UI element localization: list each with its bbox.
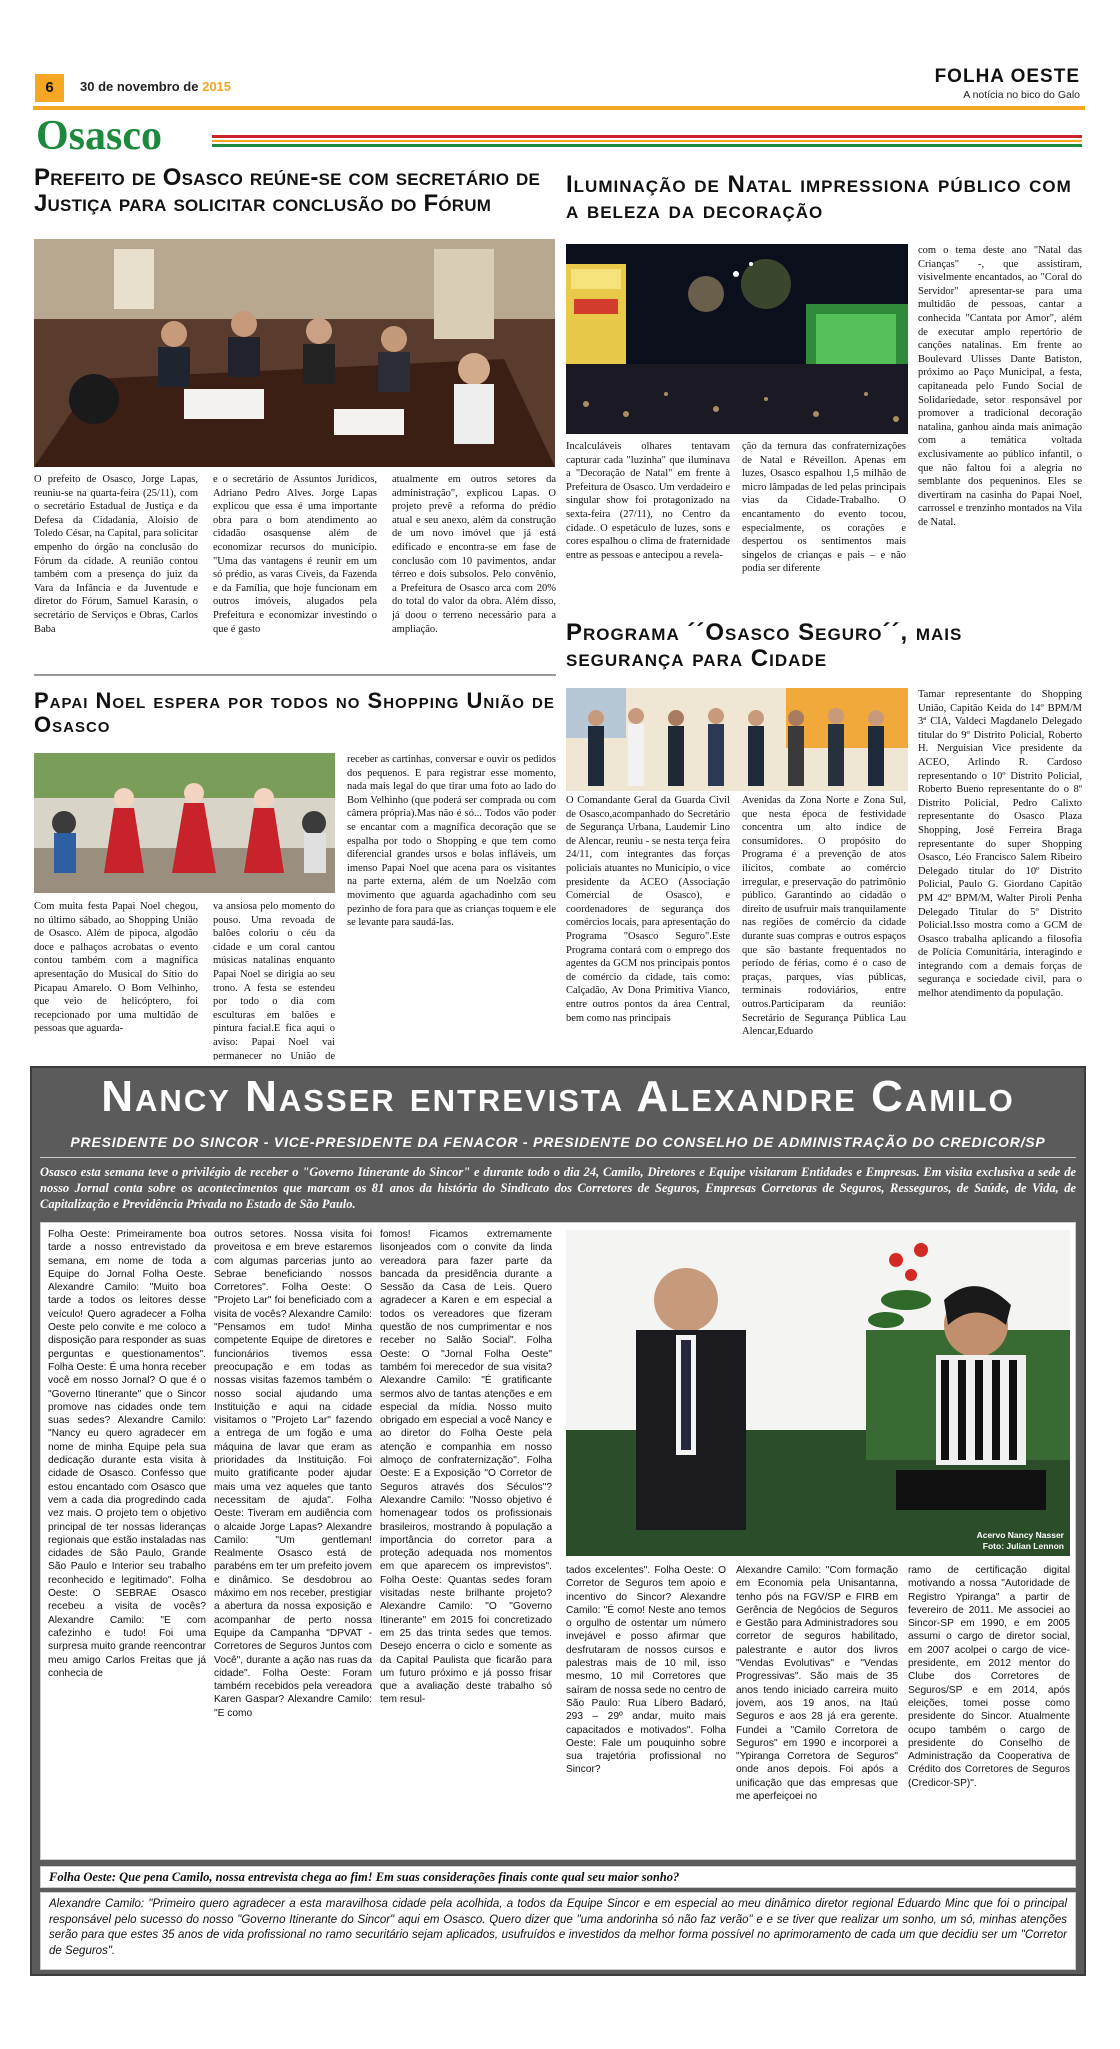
interview-intro: Osasco esta semana teve o privilégio de receber o "Governo Itinerante do Sincor" e durante todo o dia 24, Camilo, Diretores e Equipe visitaram Entidades e Empresas. Em visita exclusiva a sede de nosso Jornal conta sobre os acontecimentos que marcam os 81 anos da história do Sindicato dos Corretores de Seguros, Empresas Corretoras de Seguros, Resseguros, de Saúde, de Vida, de Capitalização e Previdência Privada no Estado de São Paulo. <box>40 1165 1076 1211</box>
issue-date <box>80 79 231 94</box>
page-number-badge: 6 <box>35 74 64 102</box>
christmas-lights-photo <box>566 244 908 434</box>
interview-col-1: Folha Oeste: Primeiramente boa tarde a nosso entrevistado da semana, em nome de toda a Equipe do Jornal Folha Oeste. Alexandre Camilo: "Muito boa tarde a todos os leitores desse veículo! Quero agradecer a Folha Oeste pelo convite e me coloco a disposição para responder as suas perguntas e questionamentos". Folha Oeste: É uma honra receber você em nosso Jornal? O que é o "Governo Itinerante" que o Sincor promove nas cidades onde tem suas sedes? Alexandre Camilo: "Nancy eu quero agradecer em nome de minha Equipe pela sua dedicação durante esta visita à cidade de Osasco. Confesso que estou encantado com Osasco que vem a cada dia progredindo cada vez mais. O projeto tem o objetivo principal de ter nossas lideranças regionais que estão instaladas nas cidades de São Paulo, Grande São Paulo e Interior seu trabalho reconhecido e legitimado". Folha Oeste: O SEBRAE Osasco recebeu a visita de vocês? Alexandre Camilo: "E com cafezinho e tudo! Foi uma surpresa muito grande reencontrar meu amigo Carlos Freitas que já conhecia de <box>48 1229 206 1679</box>
seguro-col-3: Tamar representante do Shopping União, Capitão Keida do 14º BPM/M 3ª CIA, Valdeci Magdanelo Delegado titular do 9º Distrito Policial, Roberto H. Nerguisian Vice presidente da ACEO, Arlindo R. Cardoso representando o 10º Distrito Policial, Roberto Bueno representante do o 8º Distrito Policial, Pedro Calixto representante do Osasco Plaza Shopping, José Ferreira Braga representante do super Shopping Osasco, Léo Francisco Salem Ribeiro Delegado titular do 10º Distrito Policial, Paulo G. Giordano Capitão PM 42º BPM/M, Walter Piroli Penha Delegado Titular do 5º Distrito Policial.Isso mostra como a GCM de Osasco trabalha aplicando a filosofia de Polícia Comunitária, interagindo e integrando com a demais forças de segurança e sociedade civil, para o melhor atendimento da população. <box>918 689 1082 1000</box>
natal-col-1: Incalculáveis olhares tentavam capturar cada "luzinha" que iluminava a "Decoração de Natal" em frente à Prefeitura de Osasco. Um verdadeiro e singular show foi protagonizado na sexta-feira (27/11), no Centro da cidade. O espetáculo de luzes, sons e cores espalhou o clima de fraternidade entre as pessoas e antecipou a revela- <box>566 441 730 561</box>
section-stripes <box>212 135 1082 149</box>
meeting-photo <box>34 239 555 467</box>
interview-subhead: PRESIDENTE DO SINCOR - VICE-PRESIDENTE DA FENACOR - PRESIDENTE DO CONSELHO DE ADMINISTRAÇÃO DO CREDICOR/SP <box>70 1134 1046 1150</box>
interview-col-3: fomos! Ficamos extremamente lisonjeados com o convite da linda vereadora para fazer parte da bancada da presidência durante a Sessão da Casa de Leis. Quero agradecer a Karen e em especial a todos os vereadores que fizeram questão de nos cumprimentar e nos receber no Salão Social". Folha Oeste: O "Jornal Folha Oeste" também foi merecedor de sua visita? Alexandre Camilo: "É gratificante sermos alvo de tantas atenções e em especial da mídia. Nosso muito obrigado em especial a você Nancy e ao diretor do Folha Oeste pela atenção e companhia em nosso almoço de confraternização". Folha Oeste: E a Exposição "O Corretor de Seguros através dos Séculos"? Alexandre Camilo: "Nosso objetivo é homenagear todos os profissionais brasileiros, mostrando à população a importância do corretor para a proteção adequada nos momentos em que aparecem os imprevistos". Folha Oeste: Quantas sedes foram visitadas neste brilhante projeto? Alexandre Camilo: "O "Governo Itinerante" em 2015 foi concretizado em 25 das trinta sedes que temos. Desejo encerra o ciclo e somente as da Capital Paulista que ficarão para um futuro próximo e já posso frisar que a avaliação deste trabalho só tem resul- <box>380 1229 552 1706</box>
date-year: 2015 <box>202 79 232 94</box>
paper-name: FOLHA OESTE <box>934 66 1080 87</box>
date-prefix: 30 de novembro de <box>80 79 203 94</box>
final-answer: Alexandre Camilo: "Primeiro quero agradecer a esta maravilhosa cidade pela acolhida, a todos da Equipe Sincor e em especial ao meu dinâmico diretor regional Eduardo Minc que foi o principal responsável pelo sucesso do nosso "Governo Itinerante do Sincor" aqui em Osasco. Quero dizer que "uma andorinha só não faz verão" e e se tiver que realizar um sonho, um só, minhas atenções serão para que estes 35 anos de vida profissional no ramo securitário sejam aplicados, usufruídos e investidos da melhor forma possível no aprimoramento de cada um que decidiu ser um "Corretor de Seguros". <box>40 1892 1076 1970</box>
noel-col-1: Com muita festa Papai Noel chegou, no último sábado, ao Shopping União de Osasco. Além de pipoca, algodão doce e palhaços acrobatas o evento contou também com a magnífica apresentação do Musical do Sítio do Picapau Amarelo. O Bom Velhinho, que veio de helicóptero, foi recepcionado por uma multidão de pessoas que aguarda- <box>34 901 198 1035</box>
forum-headline: Prefeito de Osasco reúne-se com secretário de Justiça para solicitar conclusão do Fórum <box>34 164 541 217</box>
interview-headline: Nancy Nasser entrevista Alexandre Camilo <box>101 1072 1015 1121</box>
seguro-headline: Programa ´´Osasco Seguro´´, mais segurança para Cidade <box>566 619 963 672</box>
natal-headline: Iluminação de Natal impressiona público com a beleza da decoração <box>566 171 1072 224</box>
interview-col-2: outros setores. Nossa visita foi proveitosa e em breve estaremos com algumas parcerias junto ao Sebrae beneficiando nossos Corretores". Folha Oeste: O "Projeto Lar" foi beneficiado com a visita de vocês? Alexandre Camilo: "Pensamos em tudo! Minha competente Equipe de diretores e funcionários tivemos essa preocupação e em todas as nossas visitas fazemos também o nosso social ajudando uma Instituição e aqui na cidade visitamos o "Projeto Lar" fazendo a entrega de um fogão e uma máquina de lavar que eram as prioridades da Instituição. Foi muito gratificante poder ajudar mais uma vez aqueles que tanto necessitam de ajuda". Folha Oeste: Tiveram em audiência com o alcaide Jorge Lapas? Alexandre Camilo: "Um gentleman! Realmente Osasco está de parabéns em ter um prefeito jovem e dinâmico. Se desdobrou ao máximo em nos receber, prestigiar a abertura da nossa exposição e acompanhar de perto nossa Equipe da Campanha "DPVAT - Corretores de Seguros Juntos com Você", durante a ação nas ruas da cidade". Folha Oeste: Foram também recebidos pela vereadora Karen Gaspar? Alexandre Camilo: "E como <box>214 1229 372 1719</box>
natal-side-col: com o tema deste ano "Natal das Crianças" -, que assistiram, visivelmente encantados, ao "Coral do Servidor" apresentar-se para uma multidão de pessoas, cantar a conhecida "Cantata por Amor", além de executar amplo repertório de canções natalinas. Em frente ao Boulevard Ulisses Dante Batiston, próximo ao Paço Municipal, a festa, capitaneada pelo Fundo Social de Solidariedade, setor responsável por promover a tradicional decoração natalina, ganhou ainda mais animação com a temática voltada exclusivamente ao público infantil, o que não faltou foi a alegria no semblante dos pequeninos. Eles se divertiram na casinha do Papai Noel, carrossel e trenzinho montados na Vila de Natal. <box>918 245 1082 528</box>
header-rule <box>33 106 1085 110</box>
photo-credit-2: Foto: Julian Lennon <box>982 1541 1064 1551</box>
subhead-rule <box>40 1157 1076 1158</box>
santa-parade-photo <box>34 753 335 893</box>
noel-headline: Papai Noel espera por todos no Shopping União de Osasco <box>34 688 555 737</box>
seguro-col-1: O Comandante Geral da Guarda Civil de Osasco,acompanhado do Secretário de Segurança Urbana, Laudemir Lino de Alencar, reuniu - se nesta terça feira 24/11, com integrantes das forças policiais atuantes no Município, o vice presidente da ACEO (Associação Comercial de Osasco), e coordenadores de segurança dos comércios locais, para apresentação do Programa "Osasco Seguro".Este Programa contará com o emprego dos agentes da GCM nos principais pontos de comércio da cidade, tais como: Calçadão, Av Dona Primitiva Vianco, entre outros pontos da área Central, bem como nas principais <box>566 795 730 1024</box>
guard-group-photo <box>566 688 908 791</box>
photo-credit-1: Acervo Nancy Nasser <box>976 1530 1064 1540</box>
forum-col-2: e o secretário de Assuntos Jurídicos, Adriano Pedro Alves. Jorge Lapas explicou que essa é uma importante obra para o bom atendimento ao cidadão osasquense além de economizar recursos do município. "Uma das vantagens é reunir em um só prédio, as varas Cíveis, da Fazenda e da Família, que hoje funcionam em outros imóveis, alugados pela Prefeitura e economizar investindo o que é gasto <box>213 474 377 635</box>
interview-photo <box>566 1230 1070 1556</box>
final-question: Folha Oeste: Que pena Camilo, nossa entrevista chega ao fim! Em suas considerações finais conte qual seu maior sonho? <box>40 1866 1076 1888</box>
natal-col-2: ção da ternura das confraternizações de Natal e Réveillon. Apenas em luzes, Osasco espalhou 1,5 milhão de micro lâmpadas de led pelas principais vias da Cidade-Trabalho. O encantamento do evento tocou, especialmente, os corações e despertou os sentimentos mais singelos de crianças e pais – e não podia ser diferente <box>742 441 906 575</box>
noel-col-2: va ansiosa pelo momento do pouso. Uma revoada de balões coloriu o céu da cidade e um coral cantou músicas natalinas enquanto Papai Noel se dirigia ao seu trono. A festa se estendeu por todo o dia com esculturas em balões e pintura facial.E fica aqui o aviso: Papai Noel vai permanecer no União de <box>213 901 335 1060</box>
noel-col-3: receber as cartinhas, conversar e ouvir os pedidos dos pequenos. E para registrar esse momento, nada mais legal do que tirar uma foto ao lado do Bom Velhinho (que poderá ser comprada ou com câmera própria).Mas não é só... Todos vão poder se encantar com a magnífica decoração que se espalha por todo o Shopping e que tem como diferencial grandes ursos e bolas infláveis, um imenso Papai Noel que acena para os visitantes na parte externa, além de um Noelzão com movimento que aguarda agachadinho com seu pezinho de fora para que as crianças toquem e ele se levante para saudá-las. <box>347 754 556 929</box>
interview-col-6: ramo de certificação digital motivando a nossa "Autoridade de Registro Ypiranga" a partir de fevereiro de 2011. Me associei ao Sincor-SP em 1990, e em 2005 assumi o cargo de diretor social, em 2007 acolpei o cargo de vice-presidente, em 2012 mentor do Clube dos Corretores de Seguros/SP e em 2014, após eleições, tomei posse como presidente do Sincor. Atualmente ocupo também o cargo de presidente do Conselho de Administração da Cooperativa de Crédito dos Corretores de Seguros (Credicor-SP)". <box>908 1565 1070 1789</box>
paper-tagline: A notícia no bico do Galo <box>963 89 1080 101</box>
forum-col-1: O prefeito de Osasco, Jorge Lapas, reuniu-se na quarta-feira (25/11), com o secretário Estadual de Justiça e da Defesa da Cidadania, Aloísio de Toledo César, na Capital, para solicitar empenho do órgão na conclusão do Fórum da cidade. A reunião contou também com a presença do juiz da Vara da Infância e da Juventude e diretor do Fórum, Samuel Karasin, o secretário de Serviços e Obras, Carlos Baba <box>34 474 198 635</box>
interview-col-5: Alexandre Camilo: "Com formação em Economia pela Unisantanna, tenho pós na FGV/SP e FIRB em Gerência de Negócios de Seguros e Gestão para Administradores sou corretor de seguros habilitado, palestrante e autor dos livros "Vendas Evolutivas" e "Vendas Progressivas". São mais de 35 anos tendo iniciado carreira muito jovem, aos 19 anos, na Itaú Seguros e aos 28 já era gerente. Fundei a "Camilo Corretora de Seguros" em 1990 e incorporei a "Ypiranga Corretora de Seguros" onde anos depois. Foi após a unificação que das empresas que me aperfeiçoei no <box>736 1565 898 1803</box>
interview-col-4: tados excelentes". Folha Oeste: O Corretor de Seguros tem apoio e incentivo do Sincor? Alexandre Camilo: "É como! Neste ano temos o orgulho de ostentar um número invejável e posso afirmar que desfrutaram de nossos cursos e palestras mais de 10 mil, isso mesmo, 10 mil Corretores que saíram de nossa sede no centro de São Paulo: Rua Líbero Badaró, 293 – 29º andar, muito mais capacitados e motivados". Folha Oeste: Fale um pouquinho sobre sua trajetória profissional no Sincor? <box>566 1565 726 1776</box>
forum-col-3: atualmente em outros setores da administração", explicou Lapas. O projeto prevê a reforma do prédio atual e seu anexo, além da construção de um novo imóvel que já está edificado e encontra-se em fase de conclusão com 10 pavimentos, andar térreo e dois subsolos. Pelo convênio, a Prefeitura de Osasco arca com 20% do total do valor da obra. Além disso, já doou o terreno necessário para a ampliação. <box>392 474 556 635</box>
divider-noel <box>34 674 556 676</box>
seguro-col-2: Avenidas da Zona Norte e Zona Sul, que nesta época de festividade concentra um alto índice de consumidores. O propósito do Programa é a prevenção de atos ilícitos, combate ao comércio irregular, e preservação do patrimônio público. Garantindo ao cidadão o direito de usufruir mais tranquilamente nas regiões de comércio da cidade durante suas compras e outros espaços que são bastante frequentados no período de férias, como é o caso de praças, parques, vias públicas, terminais rodoviários, entre outros.Participaram da reunião: Secretário de Segurança Pública Lau Alencar,Eduardo <box>742 795 906 1038</box>
section-title: Osasco <box>36 113 162 159</box>
